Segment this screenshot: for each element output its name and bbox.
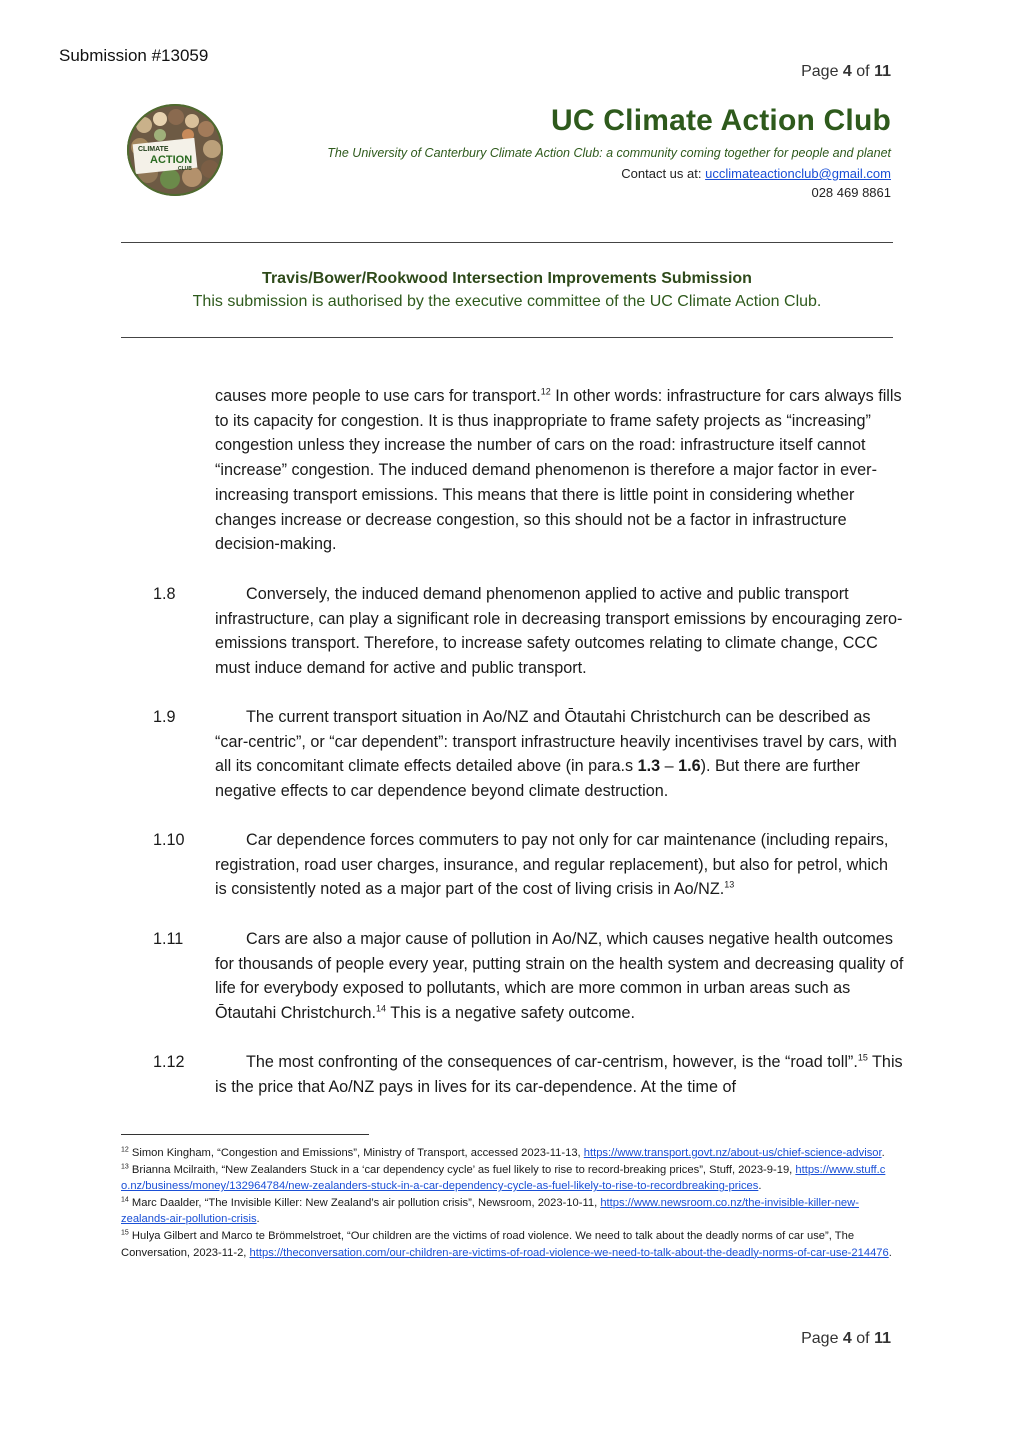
footnote-ref-14[interactable]: 14 <box>376 1003 387 1014</box>
footnote-link[interactable]: https://theconversation.com/our-children-are-victims-of-road-violence-we-need-to-talk-about-the-deadly-norms-of-car-use-214476 <box>249 1246 889 1259</box>
header-divider-bottom <box>121 337 893 338</box>
footnote-ref-12[interactable]: 12 <box>540 386 551 397</box>
header-divider-top <box>121 242 893 243</box>
footnote-14: $^{14}$ Marc Daalder, “The Invisible Killer: New Zealand’s air pollution crisis”, Newsroom, 2023-10-11, https://www.newsroom.co.nz/the-invisible-killer-new-zealands-air-pollution-crisis. <box>121 1196 859 1226</box>
footnote-divider <box>121 1134 369 1135</box>
paragraph-number: 1.9 <box>153 708 176 726</box>
footnote-link[interactable]: https://www.stuff.co.nz/business/money/132964784/new-zealanders-stuck-in-a-car-dependency-cycle-as-fuel-likely-to-rise-to-recordbreaking-prices <box>121 1163 886 1193</box>
svg-text:ACTION: ACTION <box>150 154 193 166</box>
paragraph-1-8: 1.8 Conversely, the induced demand phenomenon applied to active and public transport infrastructure, can play a significant role in decreasing transport emissions by encouraging zero-emissions transport. Therefore, to increase safety outcomes relating to climate change, CCC must induce demand for active and public transport. <box>184 582 904 681</box>
club-tagline: The University of Canterbury Climate Action Club: a community coming together for people and planet <box>327 146 891 160</box>
paragraph-1-12: 1.12 The most confronting of the consequences of car-centrism, however, is the “road toll”.$^{15}$ This is the price that Ao/NZ pays in lives for its car-dependence. At the time of <box>184 1050 904 1099</box>
authorisation-note: This submission is authorised by the executive committee of the UC Climate Action Club. <box>192 293 822 310</box>
footnote-13: $^{13}$ Brianna Mcilraith, “New Zealanders Stuck in a ‘car dependency cycle’ as fuel likely to rise to record-breaking prices”, Stuff, 2023-9-19, https://www.stuff.co.nz/business/money/132964784/new-zealanders-stuck-in-a-car-dependency-cycle-as-fuel-likely-to-rise-to-recordbreaking-prices. <box>121 1162 886 1193</box>
footnote-link[interactable]: https://www.newsroom.co.nz/the-invisible-killer-new-zealands-air-pollution-crisis <box>121 1196 859 1226</box>
svg-text:CLUB: CLUB <box>178 166 192 172</box>
contact-email-link[interactable]: ucclimateactionclub@gmail.com <box>705 166 891 181</box>
club-logo <box>126 103 224 197</box>
document-title: Travis/Bower/Rookwood Intersection Improvements Submission <box>262 270 752 287</box>
paragraph-1-11: 1.11 Cars are also a major cause of pollution in Ao/NZ, which causes negative health outcomes for thousands of people every year, putting strain on the health system and decreasing quality of life for everybody exposed to pollutants, which are more common in urban areas such as Ōtautahi Christchurch.$^{14}$ This is a negative safety outcome. <box>184 927 904 1026</box>
contact-block <box>621 164 891 202</box>
footnote-link[interactable]: https://www.transport.govt.nz/about-us/chief-science-advisor <box>583 1147 882 1159</box>
footnotes <box>121 1145 893 1261</box>
contact-label: Contact us at: <box>621 166 702 181</box>
footnote-ref-13[interactable]: 13 <box>724 880 735 891</box>
paragraph-number: 1.10 <box>153 831 185 849</box>
svg-text:CLIMATE: CLIMATE <box>138 146 169 153</box>
paragraph-1-10: 1.10 Car dependence forces commuters to pay not only for car maintenance (including repairs, registration, road user charges, insurance, and regular replacement), but also for petrol, which is consistently noted as a major part of the cost of living crisis in Ao/NZ.$^{13}$ <box>184 828 904 902</box>
page-number-top: Page 4 of 11 <box>801 63 891 80</box>
footnote-ref-15[interactable]: 15 <box>857 1052 868 1063</box>
contact-phone: 028 469 8861 <box>811 185 891 200</box>
paragraph-number: 1.12 <box>153 1053 185 1071</box>
page-number-bottom: Page 4 of 11 <box>801 1330 891 1347</box>
submission-number: Submission #13059 <box>59 46 209 65</box>
footnote-15: $^{15}$ Hulya Gilbert and Marco te Brömmelstroet, “Our children are the victims of road violence. We need to talk about the deadly norms of car use”, The Conversation, 2023-11-2, https://theconversation.com/our-children-are-victims-of-road-violence-we-need-to-talk-about-the-deadly-norms-of-car-use-214476. <box>121 1229 892 1259</box>
paragraph-number: 1.11 <box>153 930 184 948</box>
contact-line <box>621 164 891 183</box>
para-ref-1-3: 1.3 <box>637 757 661 776</box>
continuation-paragraph: causes more people to use cars for transport.$^{12}$ In other words: infrastructure for cars always fills to its capacity for congestion. It is thus inappropriate to frame safety projects as “increasing” congestion unless they increase the number of cars on the road: infrastructure itself cannot “increase” congestion. The induced demand phenomenon is therefore a major factor in ever-increasing transport emissions. This means that there is little point in considering whether changes increase or decrease congestion, so this should not be a factor in infrastructure decision-making. <box>215 386 902 554</box>
paragraph-number: 1.8 <box>153 585 176 603</box>
paragraph-1-9: 1.9 The current transport situation in Ao/NZ and Ōtautahi Christchurch can be described as “car-centric”, or “car dependent”: transport infrastructure heavily incentivises travel by cars, with all its concomitant climate effects detailed above (in para.s 1.3 – 1.6). But there are further negative effects to car dependence beyond climate destruction. <box>184 705 904 804</box>
para-ref-1-6: 1.6 <box>678 757 701 776</box>
footnote-12: $^{12}$ Simon Kingham, “Congestion and Emissions”, Ministry of Transport, accessed 2023-11-13, https://www.transport.govt.nz/about-us/chief-science-advisor. <box>121 1146 885 1159</box>
club-title: UC Climate Action Club <box>551 104 891 137</box>
